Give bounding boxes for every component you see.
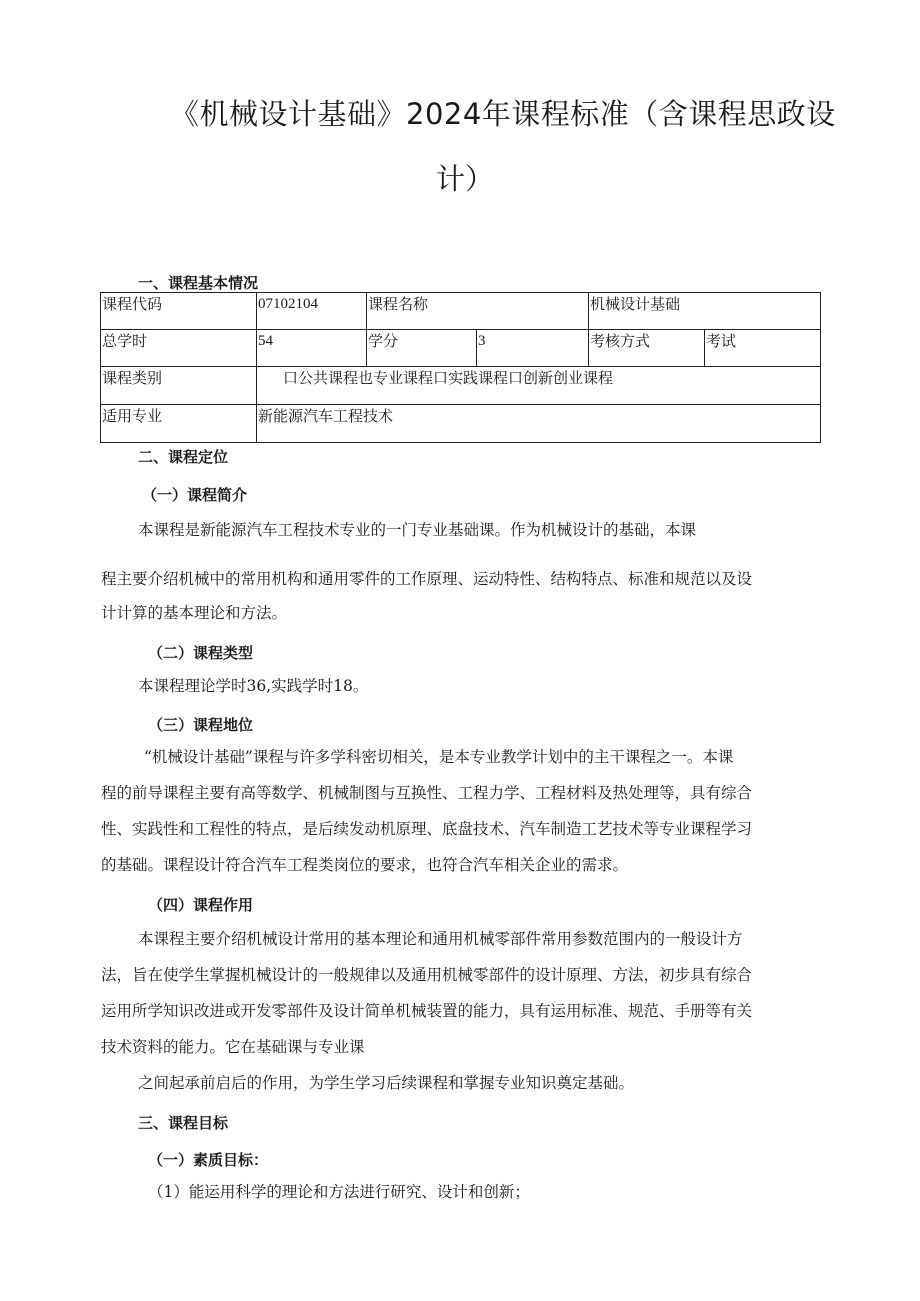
paragraph-line: 本课程主要介绍机械设计常用的基本理论和通用机械零部件常用参数范围内的一般设计方 — [138, 930, 743, 948]
major-label: 适用专业 — [101, 405, 257, 443]
category-value: 口公共课程也专业课程口实践课程口创新创业课程 — [257, 367, 821, 405]
table-row — [101, 330, 821, 367]
title-line-1: 《机械设计基础》2024年课程标准（含课程思政设 — [170, 97, 836, 131]
section1-heading: 一、课程基本情况 — [138, 274, 259, 292]
code-label: 课程代码 — [101, 293, 257, 330]
paragraph-line: 本课程理论学时36,实践学时18。 — [138, 677, 369, 695]
section2-sub1-heading: （一）课程简介 — [142, 486, 248, 504]
credit-value: 3 — [477, 330, 589, 367]
section2-sub3-heading: （三）课程地位 — [148, 716, 254, 734]
table-row — [101, 405, 821, 443]
paragraph-line: 技术资料的能力。它在基础课与专业课 — [101, 1038, 365, 1056]
paragraph-line: 程主要介绍机械中的常用机构和通用零件的工作原理、运动特性、结构特点、标准和规范以及设 — [101, 570, 753, 588]
major-value: 新能源汽车工程技术 — [257, 405, 821, 443]
paragraph-line: “机械设计基础”课程与许多学科密切相关，是本专业教学计划中的主干课程之一。本课 — [144, 748, 734, 766]
table-row — [101, 367, 821, 405]
paragraph-line: 法，旨在使学生掌握机械设计的一般规律以及通用机械零部件的设计原理、方法，初步具有综合 — [101, 966, 753, 984]
assess-value: 考试 — [705, 330, 821, 367]
section3-sub1-heading: （一）素质目标： — [148, 1151, 269, 1169]
hours-label: 总学时 — [101, 330, 257, 367]
paragraph-line: 之间起承前启后的作用，为学生学习后续课程和掌握专业知识奠定基础。 — [138, 1074, 635, 1092]
name-value: 机械设计基础 — [589, 293, 821, 330]
paragraph-line: 性、实践性和工程性的特点，是后续发动机原理、底盘技术、汽车制造工艺技术等专业课程学习 — [101, 820, 753, 838]
paragraph-line: 程的前导课程主要有高等数学、机械制图与互换性、工程力学、工程材料及热处理等，具有综合 — [101, 784, 753, 802]
section2-sub4-heading: （四）课程作用 — [148, 896, 254, 914]
list-item: （1）能运用科学的理论和方法进行研究、设计和创新； — [148, 1183, 530, 1201]
paragraph-line: 的基础。课程设计符合汽车工程类岗位的要求，也符合汽车相关企业的需求。 — [101, 856, 629, 874]
section3-heading: 三、课程目标 — [138, 1114, 229, 1132]
code-value: 07102104 — [257, 293, 367, 330]
category-label: 课程类别 — [101, 367, 257, 405]
section2-sub2-heading: （二）课程类型 — [148, 644, 254, 662]
hours-value: 54 — [257, 330, 367, 367]
paragraph-line: 本课程是新能源汽车工程技术专业的一门专业基础课。作为机械设计的基础，本课 — [138, 521, 697, 539]
credit-label: 学分 — [367, 330, 477, 367]
section2-heading: 二、课程定位 — [138, 448, 229, 466]
paragraph-line: 运用所学知识改进或开发零部件及设计简单机械装置的能力，具有运用标准、规范、手册等有关 — [101, 1002, 753, 1020]
name-label: 课程名称 — [367, 293, 589, 330]
assess-label: 考核方式 — [589, 330, 705, 367]
paragraph-line: 计计算的基本理论和方法。 — [101, 604, 288, 622]
course-info-table — [100, 292, 821, 443]
table-row — [101, 293, 821, 330]
title-line-2: 计） — [435, 162, 494, 196]
